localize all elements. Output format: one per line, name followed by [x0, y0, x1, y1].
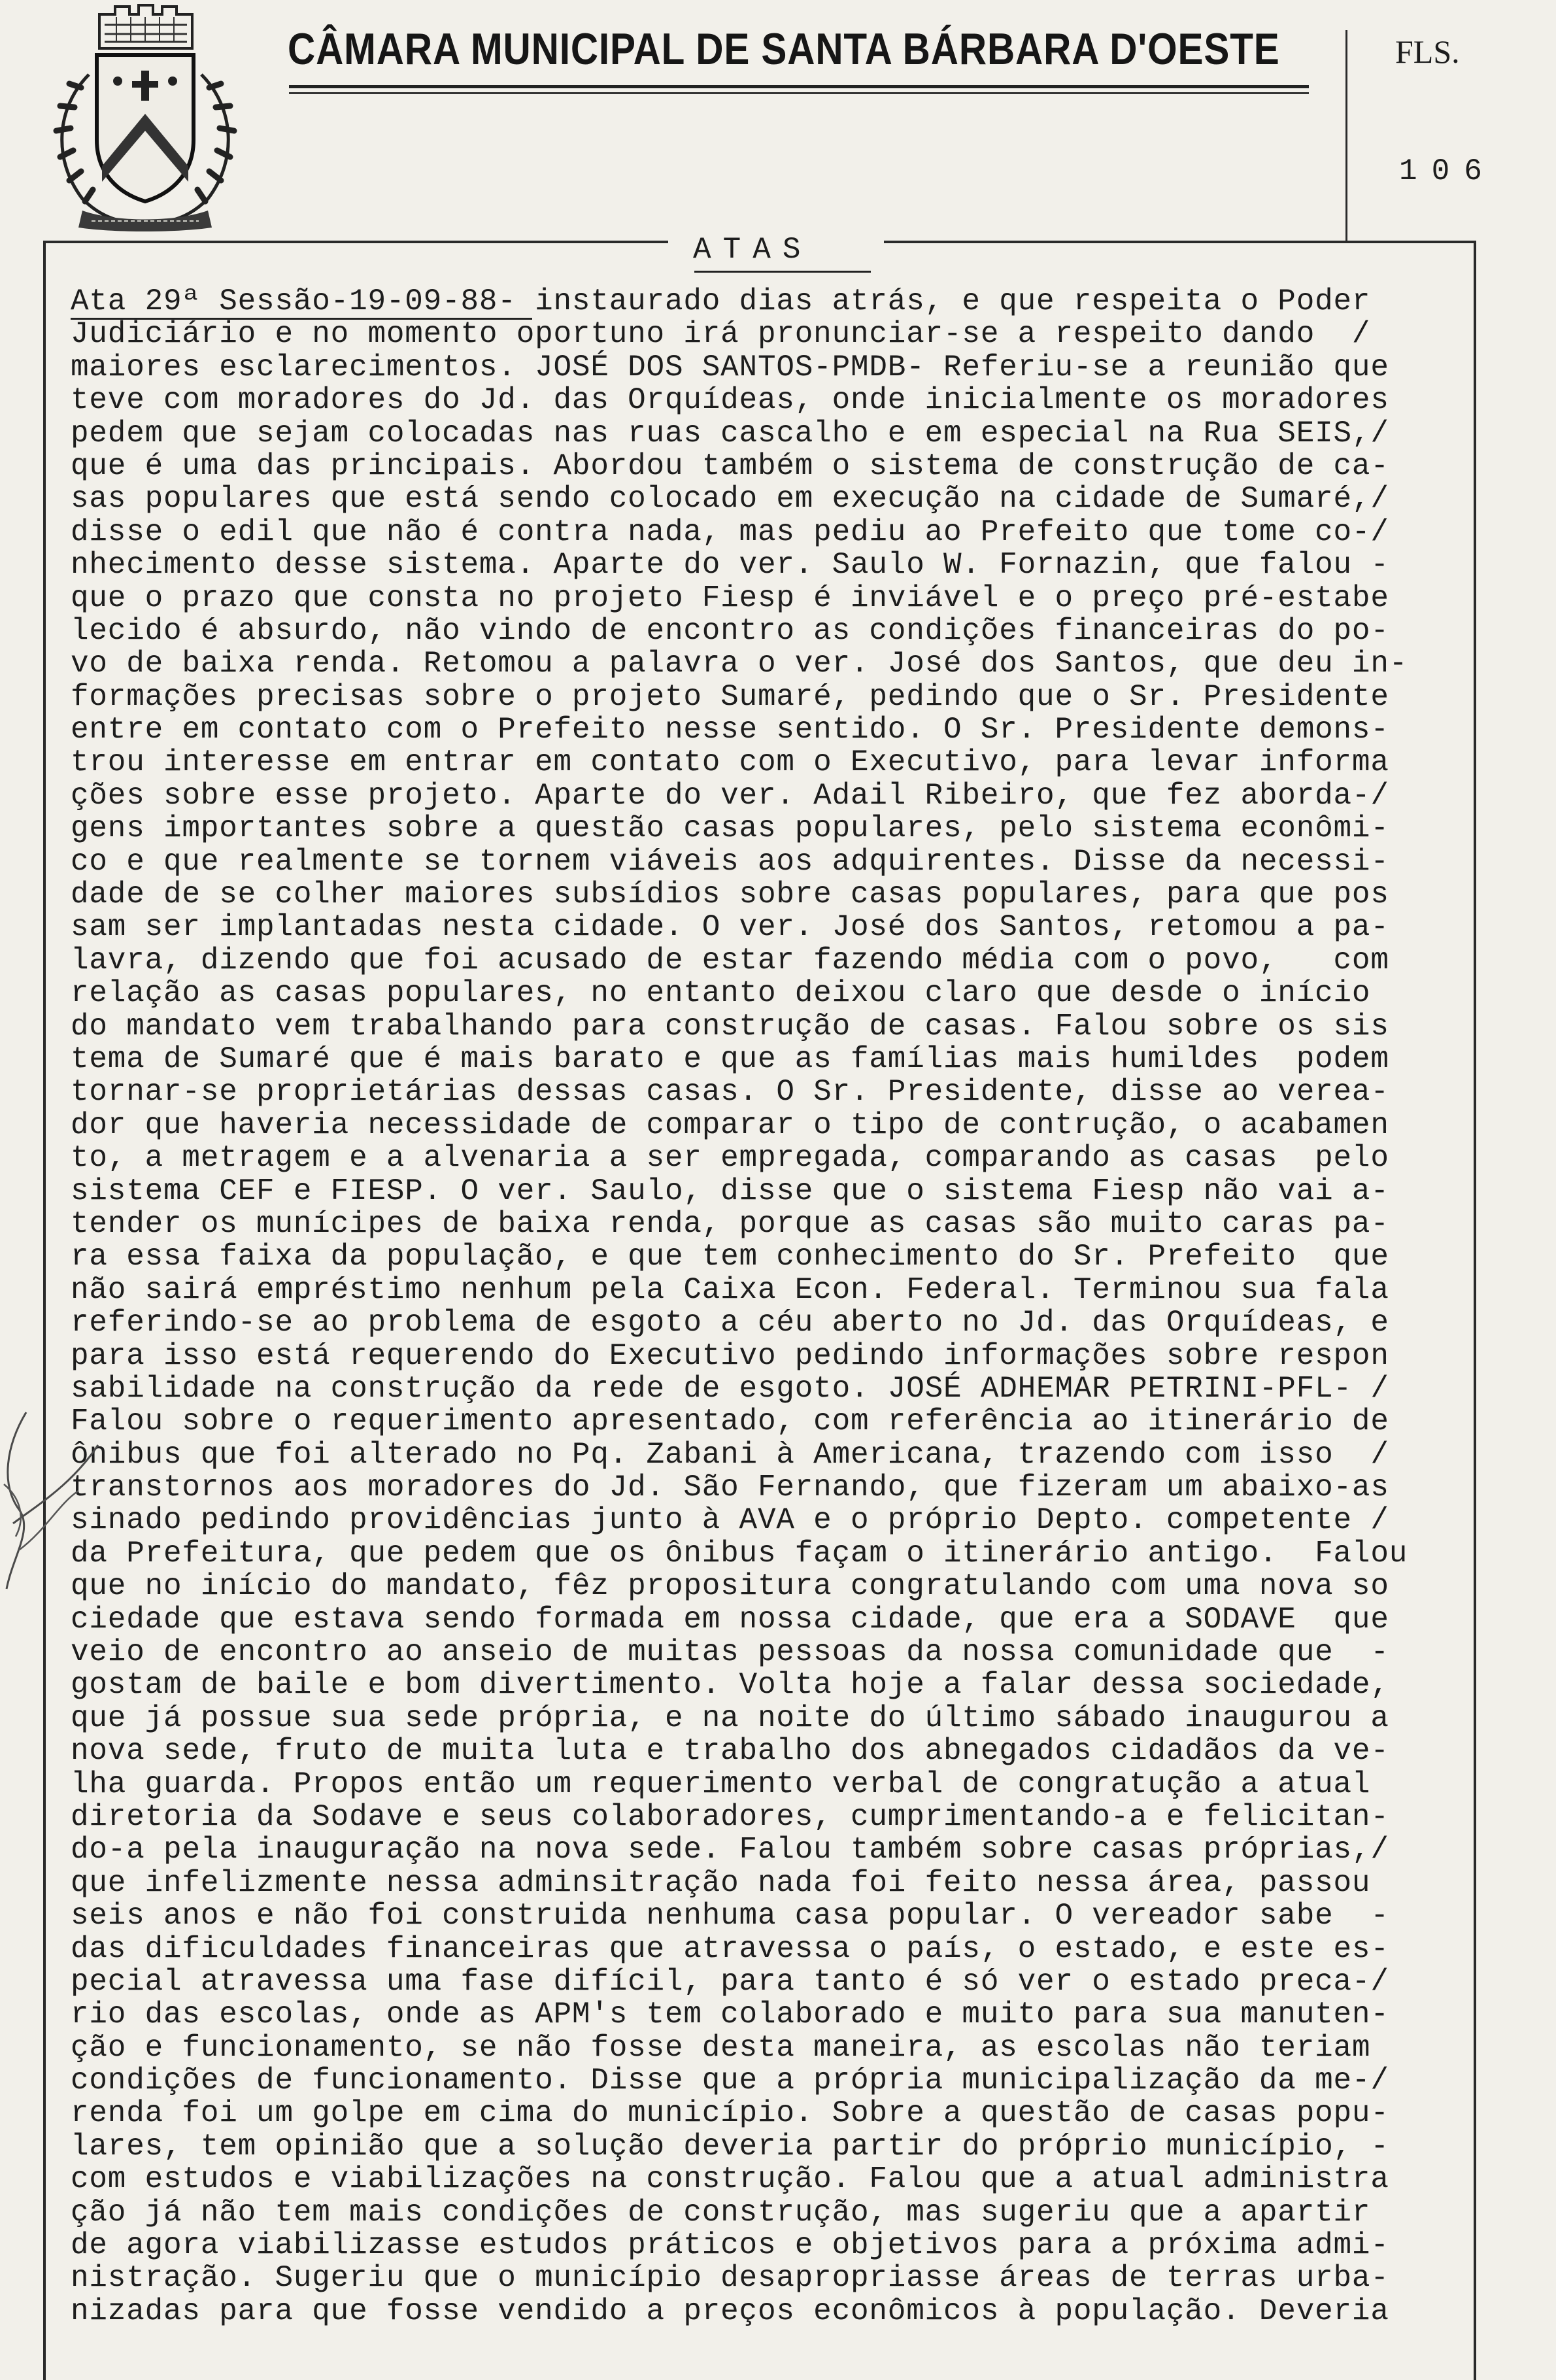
- minutes-text-block: [71, 285, 1476, 2328]
- municipal-coat-of-arms-icon: [43, 3, 247, 233]
- header-divider: [1345, 30, 1347, 242]
- minutes-line: entre em contato com o Prefeito nesse sentido. O Sr. Presidente demons-: [71, 713, 1389, 747]
- minutes-line: sinado pedindo providências junto à AVA e o próprio Depto. competente /: [71, 1503, 1389, 1538]
- minutes-line: dor que haveria necessidade de comparar o tipo de contrução, o acabamen: [71, 1108, 1389, 1142]
- minutes-line: de agora viabilizasse estudos práticos e objetivos para a próxima admi-: [71, 2228, 1389, 2263]
- minutes-line: ônibus que foi alterado no Pq. Zabani à Americana, trazendo com isso /: [71, 1437, 1389, 1472]
- minutes-line: trou interesse em entrar em contato com o Executivo, para levar informa: [71, 745, 1389, 780]
- minutes-line: que no início do mandato, fêz propositura congratulando com uma nova so: [71, 1569, 1389, 1604]
- minutes-line: que infelizmente nessa adminsitração nada foi feito nessa área, passou: [71, 1865, 1371, 1900]
- minutes-line: transtornos aos moradores do Jd. São Fernando, que fizeram um abaixo-as: [71, 1470, 1389, 1505]
- minutes-line: não sairá empréstimo nenhum pela Caixa Econ. Federal. Terminou sua fala: [71, 1272, 1389, 1307]
- minutes-line: ções sobre esse projeto. Aparte do ver. Adail Ribeiro, que fez aborda-/: [71, 778, 1389, 813]
- minutes-line: das dificuldades financeiras que atravessa o país, o estado, e este es-: [71, 1931, 1389, 1966]
- minutes-line: tema de Sumaré que é mais barato e que as famílias mais humildes podem: [71, 1042, 1389, 1076]
- handwritten-signature-icon: [0, 1406, 118, 1602]
- minutes-line: Ata 29ª Sessão-19-09-88- instaurado dias atrás, e que respeita o Poder: [71, 284, 1371, 318]
- minutes-line: dade de se colher maiores subsídios sobre casas populares, para que pos: [71, 877, 1389, 912]
- minutes-line: rio das escolas, onde as APM's tem colaborado e muito para sua manuten-: [71, 1998, 1389, 2032]
- minutes-line: nhecimento desse sistema. Aparte do ver. Saulo W. Fornazin, que falou -: [71, 548, 1389, 583]
- minutes-line: gens importantes sobre a questão casas populares, pelo sistema econômi-: [71, 811, 1389, 846]
- section-title: ATAS: [693, 233, 813, 267]
- minutes-line: sistema CEF e FIESP. O ver. Saulo, disse que o sistema Fiesp não vai a-: [71, 1174, 1389, 1208]
- minutes-line: ção e funcionamento, se não fosse desta maneira, as escolas não teriam: [71, 2030, 1371, 2065]
- minutes-line: nizadas para que fosse vendido a preços econômicos à população. Deveria: [71, 2294, 1389, 2328]
- folio-number: 106: [1399, 154, 1497, 188]
- minutes-line: condições de funcionamento. Disse que a própria municipalização da me-/: [71, 2064, 1389, 2098]
- chamber-name-heading: CÂMARA MUNICIPAL DE SANTA BÁRBARA D'OESTE: [288, 24, 1280, 74]
- minutes-line: com estudos e viabilizações na construção. Falou que a atual administra: [71, 2162, 1389, 2197]
- minutes-line: ra essa faixa da população, e que tem conhecimento do Sr. Prefeito que: [71, 1240, 1389, 1274]
- minutes-line: lavra, dizendo que foi acusado de estar fazendo média com o povo, com: [71, 943, 1389, 978]
- minutes-line: que o prazo que consta no projeto Fiesp é inviável e o preço pré-estabe: [71, 581, 1389, 615]
- minutes-line: que é uma das principais. Abordou também o sistema de construção de ca-: [71, 449, 1389, 483]
- minutes-line: veio de encontro ao anseio de muitas pessoas da nossa comunidade que -: [71, 1635, 1389, 1670]
- minutes-line: sam ser implantadas nesta cidade. O ver. José dos Santos, retomou a pa-: [71, 910, 1389, 945]
- minutes-line: renda foi um golpe em cima do município. Sobre a questão de casas popu-: [71, 2096, 1389, 2131]
- minutes-line: sas populares que está sendo colocado em execução na cidade de Sumaré,/: [71, 482, 1389, 517]
- minutes-line: seis anos e não foi construida nenhuma casa popular. O vereador sabe -: [71, 1899, 1389, 1933]
- minutes-line: tender os munícipes de baixa renda, porque as casas são muito caras pa-: [71, 1206, 1389, 1241]
- minutes-line: tornar-se proprietárias dessas casas. O Sr. Presidente, disse ao verea-: [71, 1075, 1389, 1110]
- title-rule-secondary: [289, 92, 1309, 94]
- minutes-line: pecial atravessa uma fase difícil, para tanto é só ver o estado preca-/: [71, 1964, 1389, 1999]
- minutes-line: Falou sobre o requerimento apresentado, com referência ao itinerário de: [71, 1404, 1389, 1439]
- minutes-line: teve com moradores do Jd. das Orquídeas, onde inicialmente os moradores: [71, 383, 1389, 418]
- minutes-line: da Prefeitura, que pedem que os ônibus façam o itinerário antigo. Falou: [71, 1536, 1408, 1571]
- minutes-line: ção já não tem mais condições de construção, mas sugeriu que a apartir: [71, 2195, 1371, 2230]
- minutes-line: que já possue sua sede própria, e na noite do último sábado inaugurou a: [71, 1701, 1389, 1735]
- frame-top-border-right: [884, 241, 1476, 243]
- minutes-line: to, a metragem e a alvenaria a ser empregada, comparando as casas pelo: [71, 1141, 1389, 1176]
- minutes-line: relação as casas populares, no entanto deixou claro que desde o início: [71, 976, 1371, 1011]
- minutes-line: lha guarda. Propos então um requerimento verbal de congratução a atual: [71, 1767, 1371, 1801]
- minutes-line: vo de baixa renda. Retomou a palavra o ver. José dos Santos, que deu in-: [71, 647, 1408, 681]
- minutes-line: ciedade que estava sendo formada em nossa cidade, que era a SODAVE que: [71, 1602, 1389, 1637]
- minutes-line: disse o edil que não é contra nada, mas pediu ao Prefeito que tome co-/: [71, 515, 1389, 549]
- minutes-line: para isso está requerendo do Executivo pedindo informações sobre respon: [71, 1338, 1389, 1373]
- minutes-line: sabilidade na construção da rede de esgoto. JOSÉ ADHEMAR PETRINI-PFL- /: [71, 1371, 1389, 1406]
- minutes-line: lares, tem opinião que a solução deveria partir do próprio município, -: [71, 2129, 1389, 2164]
- minutes-line: pedem que sejam colocadas nas ruas cascalho e em especial na Rua SEIS,/: [71, 416, 1389, 450]
- minutes-line: do mandato vem trabalhando para construção de casas. Falou sobre os sis: [71, 1009, 1389, 1044]
- minutes-line: referindo-se ao problema de esgoto a céu aberto no Jd. das Orquídeas, e: [71, 1306, 1389, 1340]
- minutes-line: nova sede, fruto de muita luta e trabalho dos abnegados cidadãos da ve-: [71, 1734, 1389, 1769]
- minutes-line: gostam de baile e bom divertimento. Volta hoje a falar dessa sociedade,: [71, 1668, 1389, 1703]
- title-rule: [289, 85, 1309, 88]
- minutes-line: maiores esclarecimentos. JOSÉ DOS SANTOS-PMDB- Referiu-se a reunião que: [71, 350, 1389, 384]
- frame-top-border-left: [43, 241, 668, 243]
- frame-left-border: [43, 241, 46, 2380]
- minutes-line: diretoria da Sodave e seus colaboradores, cumprimentando-a e felicitan-: [71, 1799, 1389, 1834]
- section-title-underline: [694, 271, 871, 273]
- minutes-line: lecido é absurdo, não vindo de encontro as condições financeiras do po-: [71, 613, 1389, 648]
- minutes-line: co e que realmente se tornem viáveis aos adquirentes. Disse da necessi-: [71, 844, 1389, 879]
- minutes-line: nistração. Sugeriu que o município desapropriasse áreas de terras urba-: [71, 2261, 1389, 2296]
- minutes-line: do-a pela inauguração na nova sede. Falou também sobre casas próprias,/: [71, 1833, 1389, 1867]
- minutes-line: formações precisas sobre o projeto Sumaré, pedindo que o Sr. Presidente: [71, 679, 1389, 714]
- minutes-line: Judiciário e no momento oportuno irá pronunciar-se a respeito dando /: [71, 317, 1371, 352]
- folio-label: FLS.: [1395, 33, 1460, 70]
